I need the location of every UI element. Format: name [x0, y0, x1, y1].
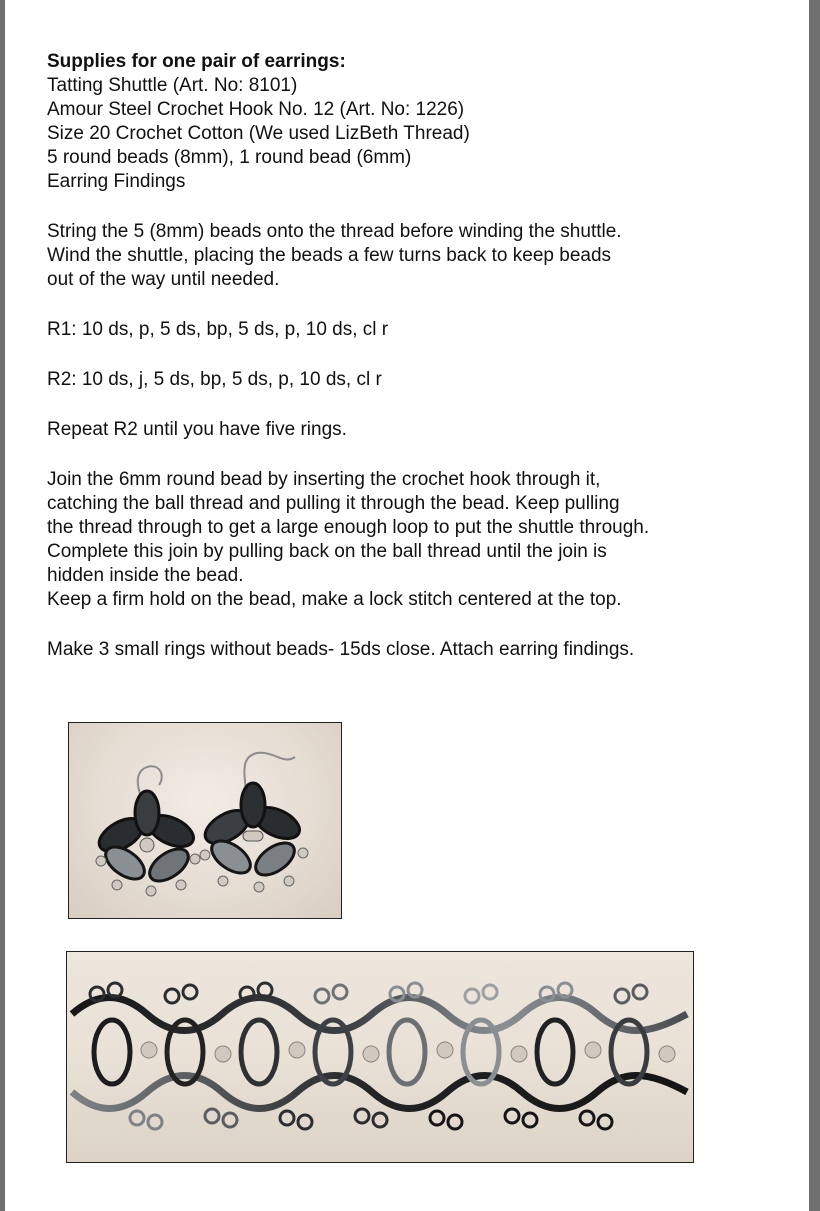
- supply-item: Tatting Shuttle (Art. No: 8101): [47, 75, 298, 96]
- finish-instruction: Make 3 small rings without beads- 15ds close. Attach earring findings.: [47, 639, 635, 660]
- earrings-photo: [68, 722, 342, 919]
- supply-item: Size 20 Crochet Cotton (We used LizBeth Thread): [47, 123, 470, 144]
- earrings-illustration: [69, 723, 341, 918]
- supplies-section: [47, 50, 787, 194]
- join-line: catching the ball thread and pulling it through the bead. Keep pulling: [47, 493, 620, 514]
- supply-item: Amour Steel Crochet Hook No. 12 (Art. No: 1226): [47, 99, 465, 120]
- round-2-instruction: R2: 10 ds, j, 5 ds, bp, 5 ds, p, 10 ds, cl r: [47, 369, 382, 390]
- join-line: hidden inside the bead.: [47, 565, 244, 586]
- round-1-instruction: R1: 10 ds, p, 5 ds, bp, 5 ds, p, 10 ds, cl r: [47, 319, 389, 340]
- repeat-instruction: Repeat R2 until you have five rings.: [47, 419, 347, 440]
- join-paragraph: [47, 468, 787, 612]
- intro-paragraph: [47, 220, 787, 292]
- supply-item: 5 round beads (8mm), 1 round bead (6mm): [47, 147, 412, 168]
- supplies-heading: Supplies for one pair of earrings:: [47, 51, 346, 72]
- bracelet-photo: [66, 951, 694, 1163]
- intro-line: Wind the shuttle, placing the beads a few turns back to keep beads: [47, 245, 612, 266]
- intro-line: String the 5 (8mm) beads onto the thread before winding the shuttle.: [47, 221, 622, 242]
- document-page: [5, 0, 809, 1211]
- pattern-text: [47, 50, 787, 688]
- join-line: Complete this join by pulling back on the ball thread until the join is: [47, 541, 607, 562]
- join-line: Join the 6mm round bead by inserting the crochet hook through it,: [47, 469, 601, 490]
- supply-item: Earring Findings: [47, 171, 186, 192]
- join-line: the thread through to get a large enough loop to put the shuttle through.: [47, 517, 650, 538]
- bracelet-illustration: [67, 952, 693, 1162]
- intro-line: out of the way until needed.: [47, 269, 280, 290]
- join-line: Keep a firm hold on the bead, make a lock stitch centered at the top.: [47, 589, 622, 610]
